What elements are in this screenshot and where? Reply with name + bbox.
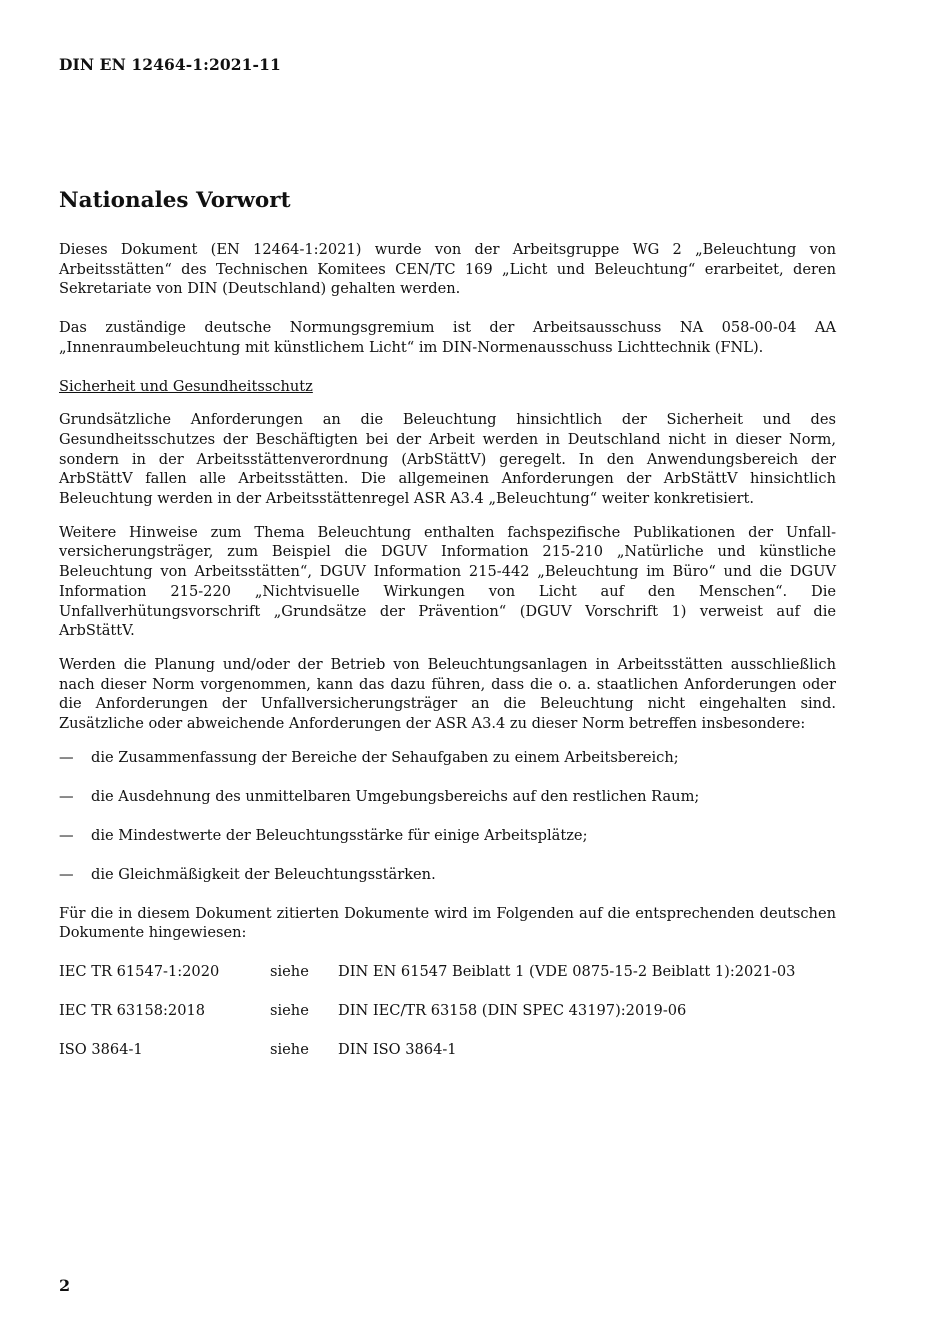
paragraph-requirements: Grundsätzliche Anforderungen an die Beleuchtung hinsichtlich der Sicherheit und des Gesundheitsschutzes der Beschäftigten bei der Arbeit werden in Deutschland nicht in dieser Norm, sondern in der Arbeitsstättenverordnung (ArbStättV) geregelt. In den Anwendungsbereich der ArbStättV fallen alle Arbeitsstätten. Die allgemeinen Anforderungen der ArbStättV hinsichtlich Beleuchtung werden in der Arbeitsstättenregel ASR A3.4 „Beleuchtung“ weiter konkretisiert. [59, 411, 836, 508]
document-id: DIN EN 12464-1:2021-11 [59, 55, 281, 74]
paragraph-committee [59, 318, 836, 357]
list-item-text: die Ausdehnung des unmittelbaren Umgebungsbereichs auf den restlichen Raum; [91, 787, 700, 805]
list-item-text: die Mindestwerte der Beleuchtungsstärke für einige Arbeitsplätze; [91, 826, 588, 844]
paragraph-dguv: Weitere Hinweise zum Thema Beleuchtung enthalten fachspezifische Publikationen der Unfallversicherungsträger, zum Beispiel die DGUV Information 215-210 „Natürliche und künstliche Beleuchtung von Arbeitsstätten“, DGUV Information 215-442 „Beleuchtung im Büro“ und die DGUV Information 215-220 „Nichtvisuelle Wirkungen von Licht auf den Menschen“. Die Unfallverhütungsvorschrift „Grundsätze der Prävention“ (DGUV Vorschrift 1) verweist auf die ArbStättV. [59, 523, 836, 640]
document-body [59, 240, 836, 1079]
page-number: 2 [59, 1276, 71, 1295]
list-dash: — [59, 748, 74, 766]
reference-table [59, 962, 795, 1079]
reference-target: DIN ISO 3864-1 [338, 1041, 457, 1059]
subsection-heading: Sicherheit und Gesundheitsschutz [59, 377, 313, 395]
list-item [59, 865, 836, 885]
paragraph-planning: Werden die Planung und/oder der Betrieb von Beleuchtungsanlagen in Arbeitsstätten ausschließlich nach dieser Norm vorgenommen, kann das dazu führen, dass die o. a. staatlichen Anforderungen oder die Anforderungen der Unfallversicherungsträger an die Beleuchtung nicht eingehalten sind. Zusätzliche oder abweichende Anforderungen der ASR A3.4 zu dieser Norm betreffen insbesondere: [59, 655, 836, 733]
paragraph-intro: Dieses Dokument (EN 12464-1:2021) wurde von der Arbeitsgruppe WG 2 „Beleuchtung von Arbeitsstätten“ des Technischen Komitees CEN/TC 169 „Licht und Beleuchtung“ erarbeitet, deren Sekretariate von DIN (Deutschland) gehalten werden. [59, 241, 836, 298]
table-row [59, 1040, 795, 1079]
list-dash: — [59, 865, 74, 883]
list-dash: — [59, 787, 74, 805]
reference-source: ISO 3864-1 [59, 1041, 143, 1059]
table-row [59, 1001, 795, 1040]
requirements-list [59, 748, 836, 885]
table-row [59, 962, 795, 1001]
list-item [59, 826, 836, 846]
reference-source: IEC TR 63158:2018 [59, 1002, 206, 1020]
section-title: Nationales Vorwort [59, 188, 291, 213]
paragraph-committee-line1: Das zuständige deutsche Normungsgremium ist der Arbeitsausschuss NA 058-00-04 AA [59, 319, 836, 337]
list-item-text: die Zusammenfassung der Bereiche der Sehaufgaben zu einem Arbeitsbereich; [91, 748, 679, 766]
list-dash: — [59, 826, 74, 844]
reference-target: DIN IEC/TR 63158 (DIN SPEC 43197):2019-06 [338, 1002, 687, 1020]
reference-source: IEC TR 61547-1:2020 [59, 963, 220, 981]
paragraph-references-intro: Für die in diesem Dokument zitierten Dokumente wird im Folgenden auf die entsprechenden deutschen Dokumente hingewiesen: [59, 904, 836, 942]
reference-see: siehe [270, 1002, 309, 1020]
reference-target: DIN EN 61547 Beiblatt 1 (VDE 0875-15-2 Beiblatt 1):2021-03 [338, 963, 796, 981]
list-item [59, 748, 836, 768]
list-item-text: die Gleichmäßigkeit der Beleuchtungsstärken. [91, 865, 436, 883]
paragraph-committee-line2: „Innenraumbeleuchtung mit künstlichem Licht“ im DIN-Normenausschuss Lichttechnik (FNL). [59, 338, 764, 356]
reference-see: siehe [270, 963, 309, 981]
reference-see: siehe [270, 1041, 309, 1059]
list-item [59, 787, 836, 807]
